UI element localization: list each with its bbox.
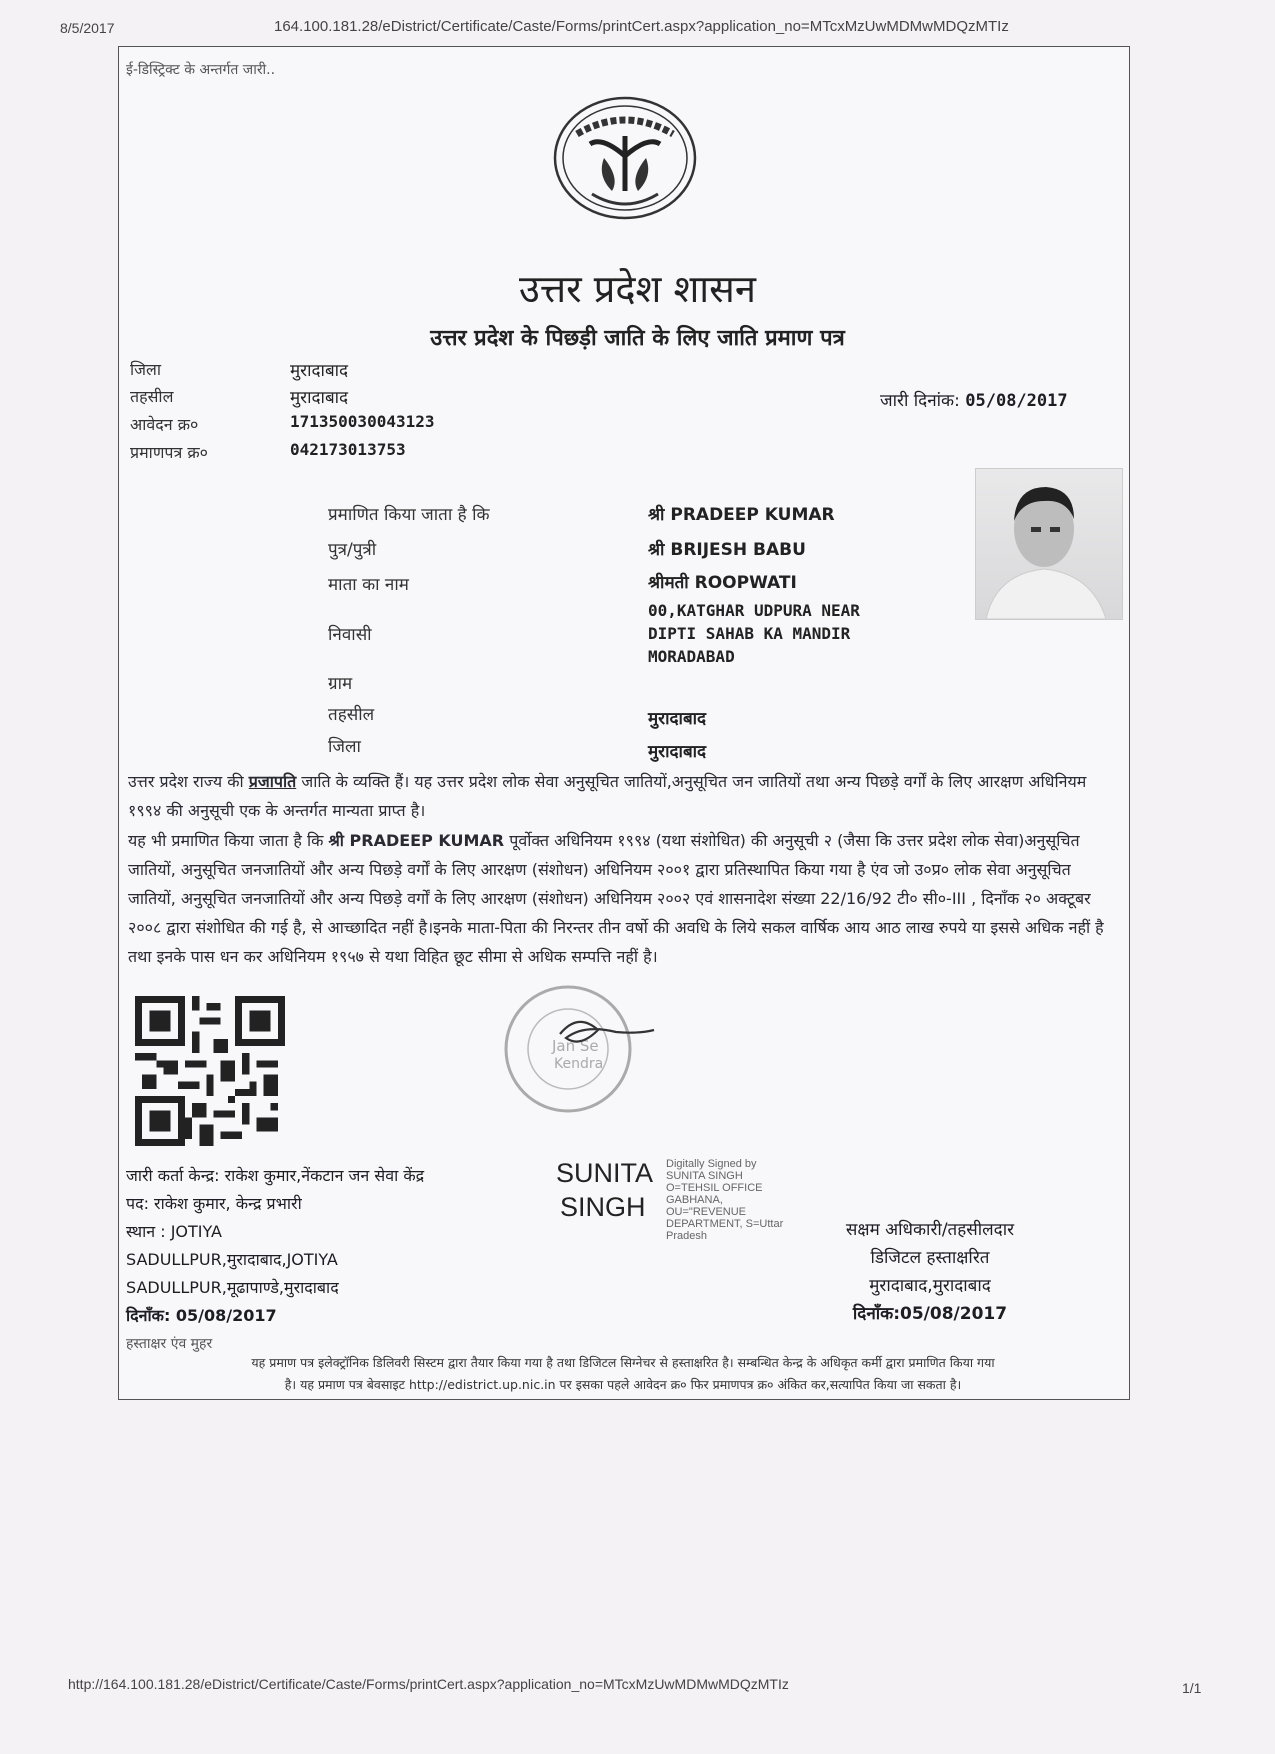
para2-name: श्री PRADEEP KUMAR [328,831,505,850]
resident-label: निवासी [328,625,372,645]
father-name: श्री BRIJESH BABU [648,540,806,560]
sign-seal-label: हस्ताक्षर एंव मुहर [126,1336,213,1352]
issuer-place: स्थान : JOTIYA [126,1222,222,1241]
digital-note-line: GABHANA, [666,1194,723,1206]
digital-note-line: SUNITA SINGH [666,1170,743,1182]
digital-note-line: DEPARTMENT, S=Uttar [666,1218,784,1230]
certify-label: प्रमाणित किया जाता है कि [328,505,490,525]
seal-stamp [488,964,658,1124]
mother-name: श्रीमती ROOPWATI [648,573,797,593]
footnote-line-1: यह प्रमाण पत्र इलेक्ट्रॉनिक डिलिवरी सिस्टम द्वारा तैयार किया गया है तथा डिजिटल सिग्नेचर से हस्ताक्षरित है। सम्बन्धित केन्द्र के अधिकृत कर्मी द्वारा प्रमाणित किया गया [251,1355,995,1370]
print-date: 8/5/2017 [60,20,115,36]
top-note: ई-डिस्ट्रिक्ट के अन्तर्गत जारी.. [126,62,276,78]
signer-name-line-2: SINGH [560,1192,646,1222]
authority-block [810,1216,1050,1328]
district-value: मुरादाबाद [290,361,349,381]
portrait-image [976,469,1122,619]
certification-paragraph [128,826,1118,971]
page-number: 1/1 [1182,1680,1202,1696]
para1-pre: उत्तर प्रदेश राज्य की [128,772,249,791]
digital-note-line: O=TEHSIL OFFICE [666,1182,763,1194]
authority-place: मुरादाबाद,मुरादाबाद [869,1276,991,1296]
svg-text:Kendra: Kendra [554,1056,604,1072]
applicant-photo [975,468,1123,620]
verification-footnote [126,1352,1120,1396]
address-line-1: 00,KATGHAR UDPURA NEAR [648,601,860,620]
application-number: 171350030043123 [290,412,435,431]
address-line-3: MORADABAD [648,647,735,666]
para1-post: जाति के व्यक्ति हैं। यह उत्तर प्रदेश लोक सेवा अनुसूचित जातियों,अनुसूचित जन जातियों तथा अन्य पिछड़े वर्गों के लिए आरक्षण अधिनियम १९९४ की अनुसूची एक के अन्तर्गत मान्यता प्राप्त है। [128,772,1087,820]
issue-date-value: 05/08/2017 [965,391,1068,411]
district-label: जिला [130,360,162,379]
issuer-date: दिनाँक: 05/08/2017 [126,1306,277,1325]
issuer-center: जारी कर्ता केन्द्र: राकेश कुमार,नेंकटान जन सेवा केंद्र [126,1166,425,1185]
application-label: आवेदन क्र० [130,415,199,434]
footer-url: http://164.100.181.28/eDistrict/Certificate/Caste/Forms/printCert.aspx?application_no=MTcxMzUwMDMwMDQzMTIz [68,1676,789,1692]
signer-name [556,1156,653,1224]
detail-district-value: मुरादाबाद [648,742,707,762]
issue-date-label: जारी दिनांक: [880,391,960,411]
mother-label: माता का नाम [328,575,409,595]
village-label: ग्राम [328,674,353,694]
detail-district-label: जिला [328,737,361,757]
svg-text:Jan Se: Jan Se [552,1037,599,1055]
digital-note-line: Digitally Signed by [666,1158,757,1170]
digital-signature-note [666,1158,783,1242]
son-of-label: पुत्र/पुत्री [328,540,377,560]
issue-date [880,388,1068,411]
issuer-address-1: SADULLPUR,मुरादाबाद,JOTIYA [126,1250,338,1269]
address-line-2: DIPTI SAHAB KA MANDIR [648,624,851,643]
up-emblem-logo [552,96,698,220]
issuer-post: पद: राकेश कुमार, केन्द्र प्रभारी [126,1194,302,1213]
tehsil-label: तहसील [130,387,174,406]
signer-name-line-1: SUNITA [556,1158,654,1188]
detail-tehsil-label: तहसील [328,705,375,725]
caste-paragraph [128,767,1118,825]
digital-note-line: OU="REVENUE [666,1206,747,1218]
applicant-name: श्री PRADEEP KUMAR [648,505,835,525]
certificate-subtitle: उत्तर प्रदेश के पिछड़ी जाति के लिए जाति प्रमाण पत्र [430,326,845,351]
qr-code [132,996,288,1146]
digital-note-line: Pradesh [666,1230,707,1242]
para2-post: पूर्वोक्त अधिनियम १९९४ (यथा संशोधित) की अनुसूची २ (जैसा कि उत्तर प्रदेश लोक सेवा)अनुसूचित जातियों, अनुसूचित जनजातियों और अन्य पिछड़े वर्गों के लिए आरक्षण (संशोधन) अधिनियम २००१ द्वारा प्रतिस्थापित किया गया है एंव जो उ०प्र० लोक सेवा अनुसूचित जातियों, अनुसूचित जनजातियों और अन्य पिछड़े वर्गों के लिए आरक्षण (संशोधन) अधिनियम २००२ एवं शासनादेश संख्या 22/16/92 टी० सी०-III , दिनाँक २० अक्टूबर २००८ द्वारा संशोधित की गई है, से आच्छादित नहीं है।इनके माता-पिता की निरन्तर तीन वर्षो की अवधि के लिये सकल वार्षिक आय आठ लाख रुपये या इससे अधिक नहीं है तथा इनके पास धन कर अधिनियम १९५७ से यथा विहित छूट सीमा से अधिक सम्पत्ति नहीं है। [128,831,1104,966]
detail-tehsil-value: मुरादाबाद [648,709,707,729]
certificate-label: प्रमाणपत्र क्र० [130,443,208,462]
print-url: 164.100.181.28/eDistrict/Certificate/Caste/Forms/printCert.aspx?application_no=MTcxMzUwMDMwMDQzMTIz [274,18,1009,35]
issuer-block [126,1162,424,1358]
certificate-number: 042173013753 [290,440,406,459]
para2-pre: यह भी प्रमाणित किया जाता है कि [128,831,329,850]
caste-name: प्रजापति [248,772,297,791]
authority-title: सक्षम अधिकारी/तहसीलदार [845,1220,1015,1240]
footnote-line-2: है। यह प्रमाण पत्र बेवसाइट http://edistrict.up.nic.in पर इसका पहले आवेदन क्र० फिर प्रमाणपत्र क्र० अंकित कर,सत्यापित किया जा सकता है। [284,1377,962,1392]
issuer-address-2: SADULLPUR,मूढापाण्डे,मुरादाबाद [126,1278,339,1297]
page-title: उत्तर प्रदेश शासन [519,267,756,311]
authority-date: दिनाँक:05/08/2017 [852,1304,1008,1324]
tehsil-value: मुरादाबाद [290,388,349,408]
authority-digital: डिजिटल हस्ताक्षरित [870,1248,990,1268]
